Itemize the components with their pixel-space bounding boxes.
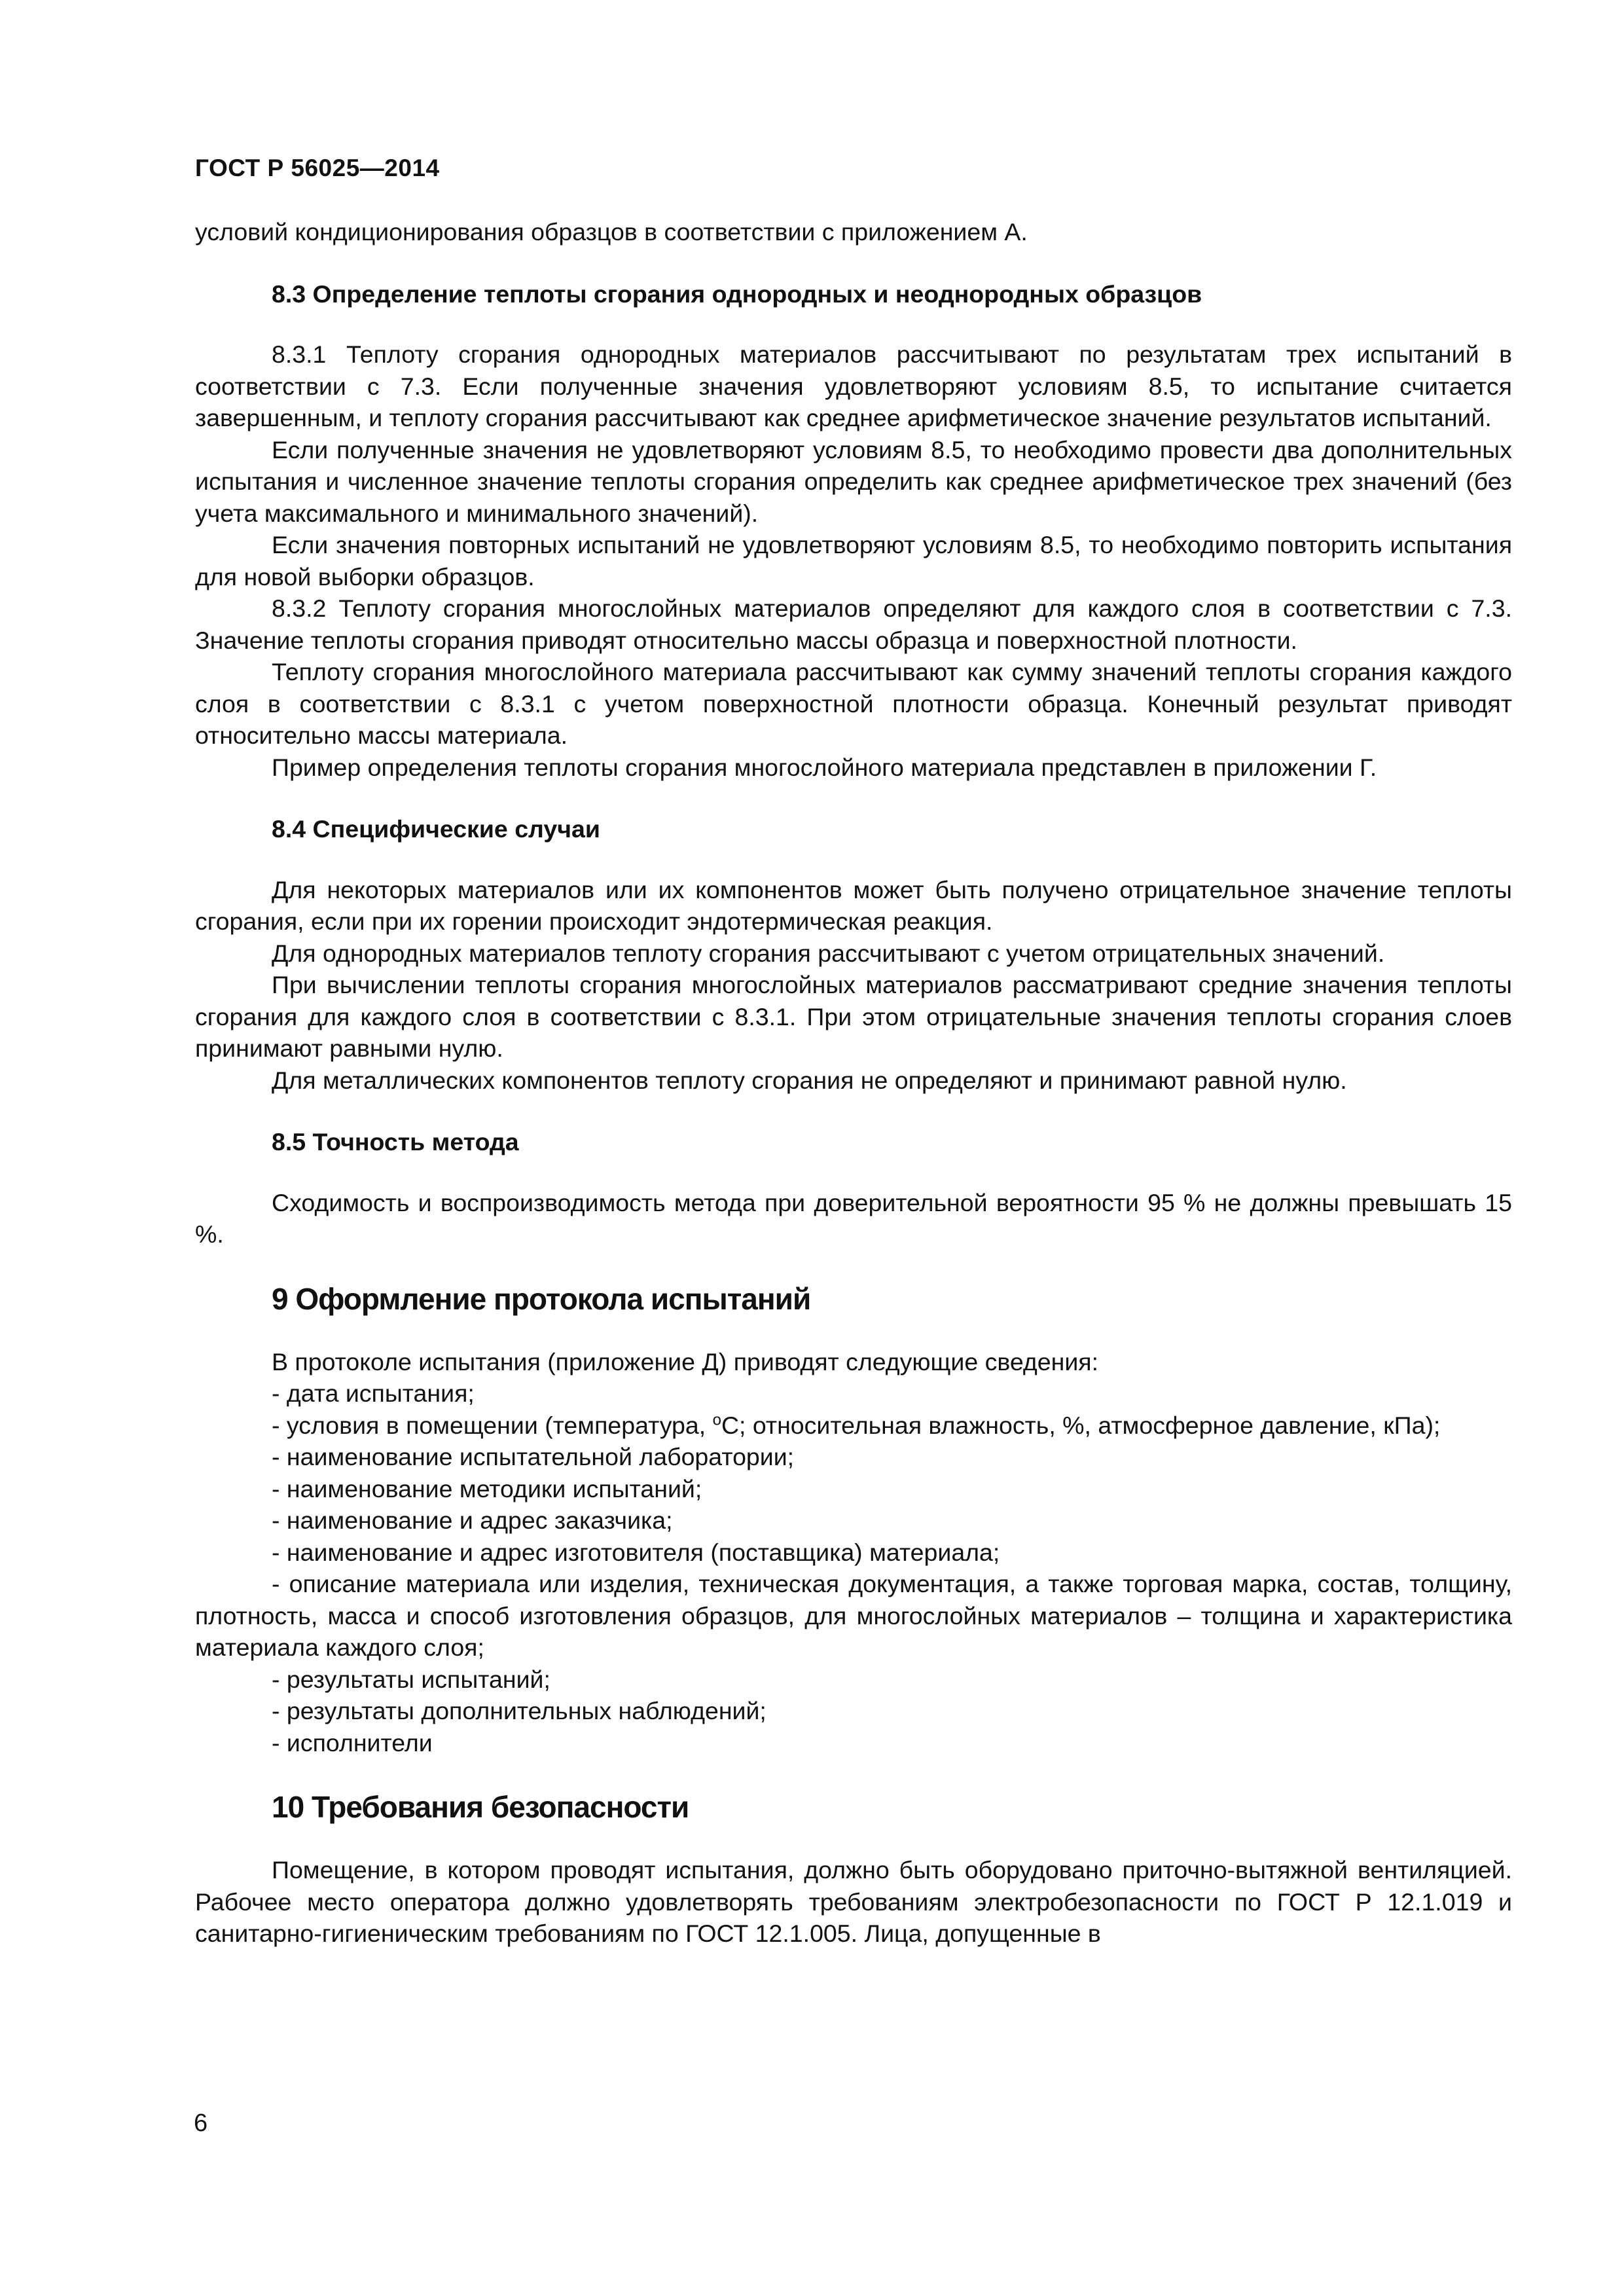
- list-item-text: - условия в помещении (температура,: [272, 1411, 713, 1439]
- list-item: - наименование и адрес изготовителя (поставщика) материала;: [272, 1538, 1000, 1566]
- degree-mark: о: [712, 1411, 721, 1429]
- list-item: - описание материала или изделия, техническая документация, а также торговая марка, состав, толщину, плотность, масса и способ изготовления образцов, для многослойных материалов – толщина и характеристика материала каждого слоя;: [195, 1570, 1512, 1661]
- paragraph: Если полученные значения не удовлетворяют условиям 8.5, то необходимо провести два дополнительных испытания и численное значение теплоты сгорания определить как среднее арифметическое трех значений (без учета максимального и минимального значений).: [195, 435, 1512, 527]
- paragraph: Теплоту сгорания многослойного материала рассчитывают как сумму значений теплоты сгорания каждого слоя в соответствии с 8.3.1 с учетом поверхностной плотности образца. Конечный результат приводят относительно массы материала.: [195, 658, 1512, 749]
- paragraph: Для некоторых материалов или их компонентов может быть получено отрицательное значение теплоты сгорания, если при их горении происходит эндотермическая реакция.: [195, 875, 1512, 935]
- paragraph: Пример определения теплоты сгорания многослойного материала представлен в приложении Г.: [272, 753, 1377, 781]
- paragraph: При вычислении теплоты сгорания многослойных материалов рассматривают средние значения теплоты сгорания для каждого слоя в соответствии с 8.3.1. При этом отрицательные значения теплоты сгорания слоев принимают равными нулю.: [195, 971, 1512, 1062]
- list-item: [195, 1410, 1512, 1442]
- heading-8-3: 8.3 Определение теплоты сгорания однородных и неоднородных образцов: [272, 280, 1202, 308]
- list-item: - наименование и адрес заказчика;: [272, 1506, 673, 1534]
- heading-8-5: 8.5 Точность метода: [272, 1128, 519, 1156]
- list-item: - наименование испытательной лаборатории;: [272, 1443, 795, 1470]
- paragraph-8-3-1: 8.3.1 Теплоту сгорания однородных материалов рассчитывают по результатам трех испытаний в соответствии с 7.3. Если полученные значения удовлетворяют условиям 8.5, то испытание считается завершенным, и теплоту сгорания рассчитывают как среднее арифметическое значение результатов испытаний.: [195, 340, 1512, 431]
- list-item: - результаты дополнительных наблюдений;: [272, 1697, 767, 1724]
- heading-section-9: 9 Оформление протокола испытаний: [272, 1281, 811, 1316]
- paragraph: Если значения повторных испытаний не удовлетворяют условиям 8.5, то необходимо повторить испытания для новой выборки образцов.: [195, 531, 1512, 591]
- paragraph: Помещение, в котором проводят испытания, должно быть оборудовано приточно-вытяжной вентиляцией. Рабочее место оператора должно удовлетворять требованиям электробезопасности по ГОСТ Р 12.1.019 и санитарно-гигиеническим требованиям по ГОСТ 12.1.005. Лица, допущенные в: [195, 1856, 1512, 1947]
- continuation-text: условий кондиционирования образцов в соответствии с приложением А.: [195, 218, 1028, 246]
- paragraph: В протоколе испытания (приложение Д) приводят следующие сведения:: [272, 1347, 1099, 1376]
- page-number: 6: [194, 2109, 208, 2137]
- list-item: - наименование методики испытаний;: [272, 1474, 702, 1503]
- paragraph-8-3-2: 8.3.2 Теплоту сгорания многослойных материалов определяют для каждого слоя в соответствии с 7.3. Значение теплоты сгорания приводят относительно массы образца и поверхностной плотности.: [195, 594, 1512, 654]
- paragraph: Сходимость и воспроизводимость метода при доверительной вероятности 95 % не должны превышать 15 %.: [195, 1188, 1512, 1248]
- list-item: - дата испытания;: [272, 1379, 475, 1407]
- heading-8-4: 8.4 Специфические случаи: [272, 815, 600, 843]
- list-item: - результаты испытаний;: [272, 1665, 550, 1693]
- document-code: ГОСТ Р 56025—2014: [195, 155, 440, 181]
- list-item: - исполнители: [272, 1728, 433, 1757]
- paragraph: Для металлических компонентов теплоту сгорания не определяют и принимают равной нулю.: [272, 1066, 1347, 1094]
- paragraph: Для однородных материалов теплоту сгорания рассчитывают с учетом отрицательных значений.: [272, 939, 1385, 967]
- page-content: [195, 216, 1512, 1950]
- heading-section-10: 10 Требования безопасности: [272, 1790, 689, 1824]
- list-item-text: С; относительная влажность, %, атмосферное давление, кПа);: [721, 1411, 1441, 1439]
